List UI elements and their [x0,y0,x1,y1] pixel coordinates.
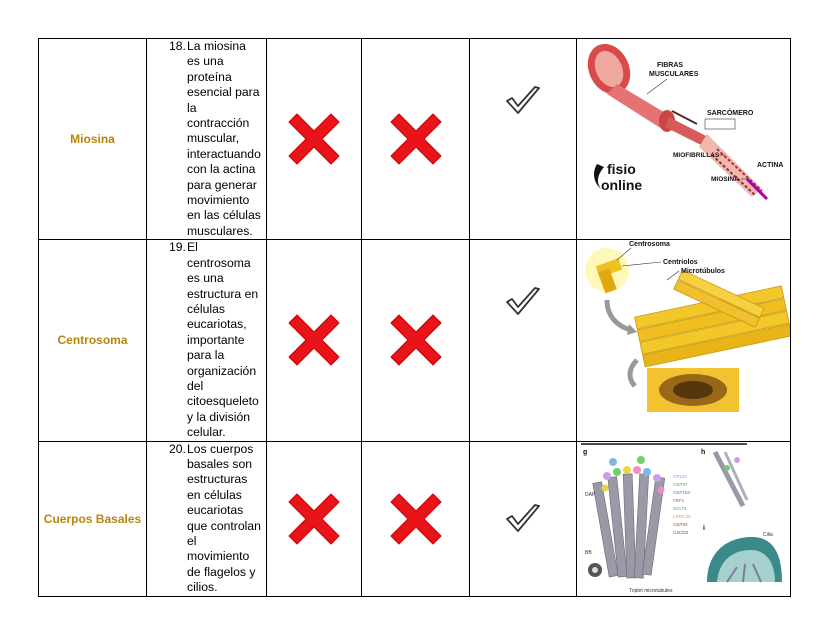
table-row [39,39,791,240]
table-row [39,240,791,441]
label-bb: BB [585,549,592,556]
legend-item: FBF1 [673,497,685,503]
cross-mark-icon [389,313,443,367]
label-triplet: Triplet microtubules [629,587,673,594]
row-description: El centrosoma es una estructura en células eucariotas, importante para la organización del citoesqueleto y la división celular. [187,240,259,440]
label-actina: ACTINA [757,162,784,169]
legend-item: C2CD3 [673,529,689,535]
check-mark-icon [504,85,542,117]
basal-body-illustration [577,442,790,596]
centrosome-illustration [577,240,790,440]
cross-mark-icon [287,112,341,166]
table-row [39,441,791,596]
label-microtubulos: Microtúbulos [681,268,725,276]
item-number: 19. [169,240,186,255]
cross-mark-icon [389,492,443,546]
data-table [38,38,791,597]
label-centrosoma: Centrosoma [629,241,670,249]
myosin-illustration [577,39,790,239]
label-sarcomero: SARCÓMERO [707,110,754,117]
row-name: Centrosoma [39,240,147,441]
label-cilia: Cilia [763,531,773,538]
logo-fisio: fisio [607,161,636,177]
row-name: Cuerpos Basales [39,441,147,596]
legend-item: CEP97 [673,481,688,487]
row-name: Miosina [39,39,147,240]
cross-mark-icon [287,313,341,367]
cross-mark-icon [389,112,443,166]
label-fibras: FIBRAS [657,62,684,69]
label-h: h [701,448,706,456]
label-miofibrillas: MIOFIBRILLAS [673,152,720,159]
row-description: Los cuerpos basales son estructuras en células eucariotas que controlan el movimiento de flagelos y cilios. [187,441,261,595]
legend-item: SCLT1 [673,505,687,511]
label-dap: DAP [585,491,596,498]
label-miosina: MIOSINA [711,176,739,183]
legend-item: CP110 [673,473,687,479]
legend-item: CEP164 [673,489,691,495]
cross-mark-icon [287,492,341,546]
label-g: g [583,448,588,456]
item-number: 20. [169,441,186,456]
legend-item: CEP83 [673,521,688,527]
logo-online: online [601,177,643,193]
label-centriolos: Centriolos [663,259,698,267]
check-mark-icon [504,503,542,535]
label-musculares: MUSCULARES [649,71,699,78]
item-number: 18. [169,39,186,53]
check-mark-icon [504,286,542,318]
legend-item: LRRC45 [673,513,691,519]
label-i: i [703,524,705,532]
row-description: La miosina es una proteína esencial para la contracción muscular, interactuando con la actina para generar movimiento en las células musculares. [187,39,261,238]
